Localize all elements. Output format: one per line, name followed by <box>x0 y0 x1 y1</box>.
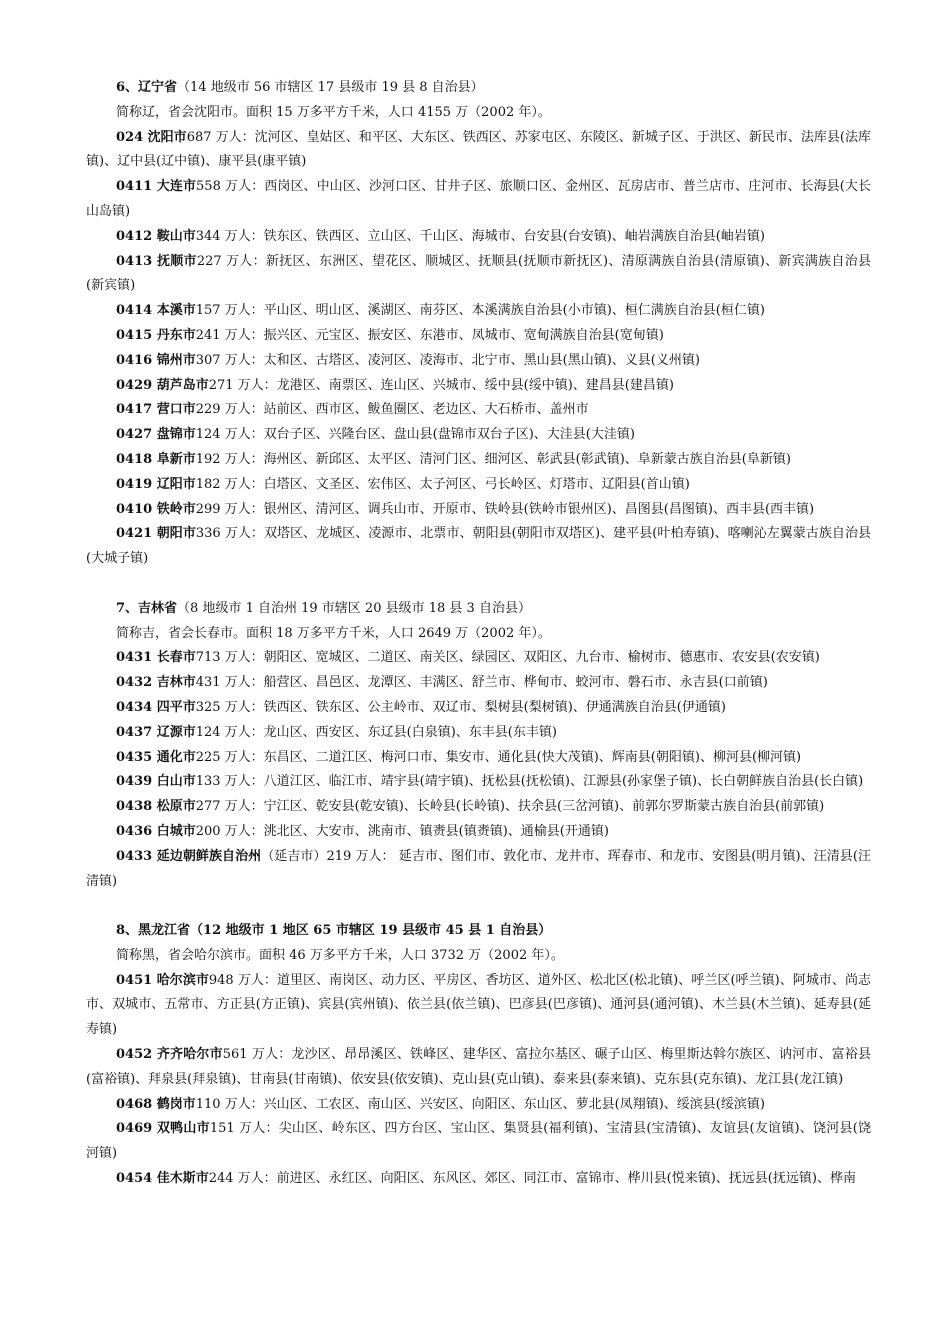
city-name: 0438 松原市 <box>116 799 196 815</box>
city-details: 558 万人：西岗区、中山区、沙河口区、甘井子区、旅顺口区、金州区、瓦房店市、普兰店市、庄河市、长海县(大长山岛镇) <box>86 179 871 219</box>
city-details: 244 万人：前进区、永红区、向阳区、东风区、郊区、同江市、富锦市、桦川县(悦来镇)、抚远县(抚远镇)、桦南 <box>208 1171 856 1187</box>
city-details: 336 万人：双塔区、龙城区、凌源市、北票市、朝阳县(朝阳市双塔区)、建平县(叶柏寿镇)、喀喇沁左翼蒙古族自治县(大城子镇) <box>86 526 871 567</box>
province-intro: 简称吉，省会长春市。面积 18 万多平方千米，人口 2649 万（2002 年）。 <box>116 625 551 641</box>
city-name: 0452 齐齐哈尔市 <box>116 1047 223 1063</box>
city-name: 0419 辽阳市 <box>116 476 196 492</box>
city-name: 0412 鞍山市 <box>116 228 196 244</box>
city-details: 299 万人：银州区、清河区、调兵山市、开原市、铁岭县(铁岭市银州区)、昌图县(昌图镇)、西丰县(西丰镇) <box>195 501 815 517</box>
city-entry <box>86 498 871 523</box>
province-intro: 简称辽，省会沈阳市。面积 15 万多平方千米，人口 4155 万（2002 年）。 <box>116 104 551 120</box>
city-name: 0437 辽源市 <box>116 724 196 740</box>
city-details: 713 万人：朝阳区、宽城区、二道区、南关区、绿园区、双阳区、九台市、榆树市、德惠市、农安县(农安镇) <box>195 650 820 666</box>
city-entry <box>86 473 871 498</box>
city-entry <box>86 423 871 448</box>
city-name: 0413 抚顺市 <box>116 253 197 269</box>
city-name: 0468 鹤岗市 <box>116 1096 196 1112</box>
city-details: 225 万人：东昌区、二道江区、梅河口市、集安市、通化县(快大茂镇)、辉南县(朝阳镇)、柳河县(柳河镇) <box>195 749 802 765</box>
province-section-jilin <box>86 597 871 895</box>
city-entry <box>86 250 871 300</box>
city-entry <box>86 646 871 671</box>
city-entry <box>86 522 871 572</box>
city-name: 0469 双鸭山市 <box>116 1121 210 1137</box>
city-details: （延吉市）219 万人： 延吉市、图们市、敦化市、龙井市、珲春市、和龙市、安图县(明月镇)、汪清县(汪清镇) <box>86 848 871 889</box>
city-name: 0429 葫芦岛市 <box>116 377 209 393</box>
city-entry <box>86 175 871 225</box>
city-entry <box>86 299 871 324</box>
city-entry <box>86 969 871 1043</box>
city-name: 0436 白城市 <box>116 823 196 839</box>
city-details: 227 万人：新抚区、东洲区、望花区、顺城区、抚顺县(抚顺市新抚区)、清原满族自治县(清原镇)、新宾满族自治县(新宾镇) <box>86 253 871 294</box>
city-details: 110 万人：兴山区、工农区、南山区、兴安区、向阳区、东山区、萝北县(凤翔镇)、绥滨县(绥滨镇) <box>195 1096 765 1112</box>
city-entry <box>86 746 871 771</box>
province-name: 6、辽宁省 <box>116 80 178 95</box>
city-entry <box>86 126 871 176</box>
province-intro: 简称黑，省会哈尔滨市。面积 46 万多平方千米，人口 3732 万（2002 年）。 <box>116 947 564 963</box>
province-section-heilongjiang <box>86 919 871 1192</box>
city-name: 0427 盘锦市 <box>116 427 196 443</box>
city-name: 0418 阜新市 <box>116 451 196 467</box>
city-entry <box>86 845 871 895</box>
city-details: 200 万人：洮北区、大安市、洮南市、镇赉县(镇赉镇)、通榆县(开通镇) <box>195 823 609 839</box>
city-entry <box>86 374 871 399</box>
city-name: 0415 丹东市 <box>116 327 196 343</box>
city-entry <box>86 349 871 374</box>
province-name: 8、黑龙江省 <box>116 923 191 939</box>
city-details: 325 万人：铁西区、铁东区、公主岭市、双辽市、梨树县(梨树镇)、伊通满族自治县(伊通镇) <box>195 699 726 715</box>
document-body <box>86 76 871 1192</box>
city-entry <box>86 1167 871 1192</box>
city-details: 687 万人：沈河区、皇姑区、和平区、大东区、铁西区、苏家屯区、东陵区、新城子区、于洪区、新民市、法库县(法库镇)、辽中县(辽中镇)、康平县(康平镇) <box>86 129 871 170</box>
city-name: 024 沈阳市 <box>116 129 187 145</box>
section-heading <box>86 919 871 944</box>
city-entry <box>86 1117 871 1167</box>
city-details: 124 万人：双台子区、兴隆台区、盘山县(盘锦市双台子区)、大洼县(大洼镇) <box>195 427 635 443</box>
city-details: 241 万人：振兴区、元宝区、振安区、东港市、凤城市、宽甸满族自治县(宽甸镇) <box>195 327 664 343</box>
city-entry <box>86 795 871 820</box>
city-details: 948 万人：道里区、南岗区、动力区、平房区、香坊区、道外区、松北区(松北镇)、呼兰区(呼兰镇)、阿城市、尚志市、双城市、五常市、方正县(方正镇)、宾县(宾州镇)、依兰县(依兰镇)、巴彦县(巴彦镇)、通河县(通河镇)、木兰县(木兰镇)、延寿县(延寿镇) <box>86 972 871 1038</box>
city-details: 192 万人：海州区、新邱区、太平区、清河门区、细河区、彰武县(彰武镇)、阜新蒙古族自治县(阜新镇) <box>195 451 791 467</box>
city-details: 431 万人：船营区、昌邑区、龙潭区、丰满区、舒兰市、桦甸市、蛟河市、磐石市、永吉县(口前镇) <box>195 675 768 691</box>
city-details: 229 万人：站前区、西市区、鲅鱼圈区、老边区、大石桥市、盖州市 <box>195 402 589 418</box>
city-name: 0421 朝阳市 <box>116 526 196 542</box>
city-details: 133 万人：八道江区、临江市、靖宇县(靖宇镇)、抚松县(抚松镇)、江源县(孙家堡子镇)、长白朝鲜族自治县(长白镇) <box>195 774 864 790</box>
city-name: 0435 通化市 <box>116 749 196 765</box>
section-heading <box>86 597 871 622</box>
province-summary: （14 地级市 56 市辖区 17 县级市 19 县 8 自治县） <box>177 80 484 95</box>
city-entry <box>86 696 871 721</box>
city-entry <box>86 225 871 250</box>
city-entry <box>86 1043 871 1093</box>
city-details: 561 万人：龙沙区、昂昂溪区、铁峰区、建华区、富拉尔基区、碾子山区、梅里斯达斡尔族区、讷河市、富裕县(富裕镇)、拜泉县(拜泉镇)、甘南县(甘南镇)、依安县(依安镇)、克山县(克山镇)、泰来县(泰来镇)、克东县(克东镇)、龙江县(龙江镇) <box>86 1047 871 1087</box>
section-heading <box>86 76 871 101</box>
city-name: 0411 大连市 <box>116 179 197 195</box>
city-entry <box>86 671 871 696</box>
city-details: 182 万人：白塔区、文圣区、宏伟区、太子河区、弓长岭区、灯塔市、辽阳县(首山镇) <box>195 476 690 492</box>
city-name: 0433 延边朝鲜族自治州 <box>116 848 262 864</box>
province-name: 7、吉林省 <box>116 600 178 616</box>
city-name: 0417 营口市 <box>116 402 196 418</box>
city-name: 0439 白山市 <box>116 774 196 790</box>
section-spacer <box>86 894 871 919</box>
city-name: 0434 四平市 <box>116 699 196 715</box>
city-entry <box>86 721 871 746</box>
city-entry <box>86 398 871 423</box>
city-entry <box>86 1093 871 1118</box>
city-details: 151 万人：尖山区、岭东区、四方台区、宝山区、集贤县(福利镇)、宝清县(宝清镇)、友谊县(友谊镇)、饶河县(饶河镇) <box>86 1121 871 1162</box>
city-details: 277 万人：宁江区、乾安县(乾安镇)、长岭县(长岭镇)、扶余县(三岔河镇)、前郭尔罗斯蒙古族自治县(前郭镇) <box>195 799 825 815</box>
city-details: 271 万人：龙港区、南票区、连山区、兴城市、绥中县(绥中镇)、建昌县(建昌镇) <box>208 377 674 393</box>
city-details: 124 万人：龙山区、西安区、东辽县(白泉镇)、东丰县(东丰镇) <box>195 724 557 740</box>
city-name: 0432 吉林市 <box>116 675 196 691</box>
city-name: 0431 长春市 <box>116 650 196 666</box>
city-entry <box>86 448 871 473</box>
city-details: 157 万人：平山区、明山区、溪湖区、南芬区、本溪满族自治县(小市镇)、桓仁满族自治县(桓仁镇) <box>195 303 765 319</box>
section-spacer <box>86 572 871 597</box>
city-name: 0410 铁岭市 <box>116 501 196 517</box>
city-name: 0451 哈尔滨市 <box>116 972 209 988</box>
province-summary: （8 地级市 1 自治州 19 市辖区 20 县级市 18 县 3 自治县） <box>177 600 531 616</box>
city-name: 0454 佳木斯市 <box>116 1171 209 1187</box>
city-entry <box>86 820 871 845</box>
city-name: 0416 锦州市 <box>116 352 196 368</box>
city-details: 344 万人：铁东区、铁西区、立山区、千山区、海城市、台安县(台安镇)、岫岩满族自治县(岫岩镇) <box>195 228 765 244</box>
city-entry <box>86 770 871 795</box>
city-details: 307 万人：太和区、古塔区、凌河区、凌海市、北宁市、黑山县(黑山镇)、义县(义州镇) <box>195 352 700 368</box>
province-summary: （12 地级市 1 地区 65 市辖区 19 县级市 45 县 1 自治县） <box>190 923 552 939</box>
province-section-liaoning <box>86 76 871 572</box>
city-name: 0414 本溪市 <box>116 303 196 319</box>
city-entry <box>86 324 871 349</box>
